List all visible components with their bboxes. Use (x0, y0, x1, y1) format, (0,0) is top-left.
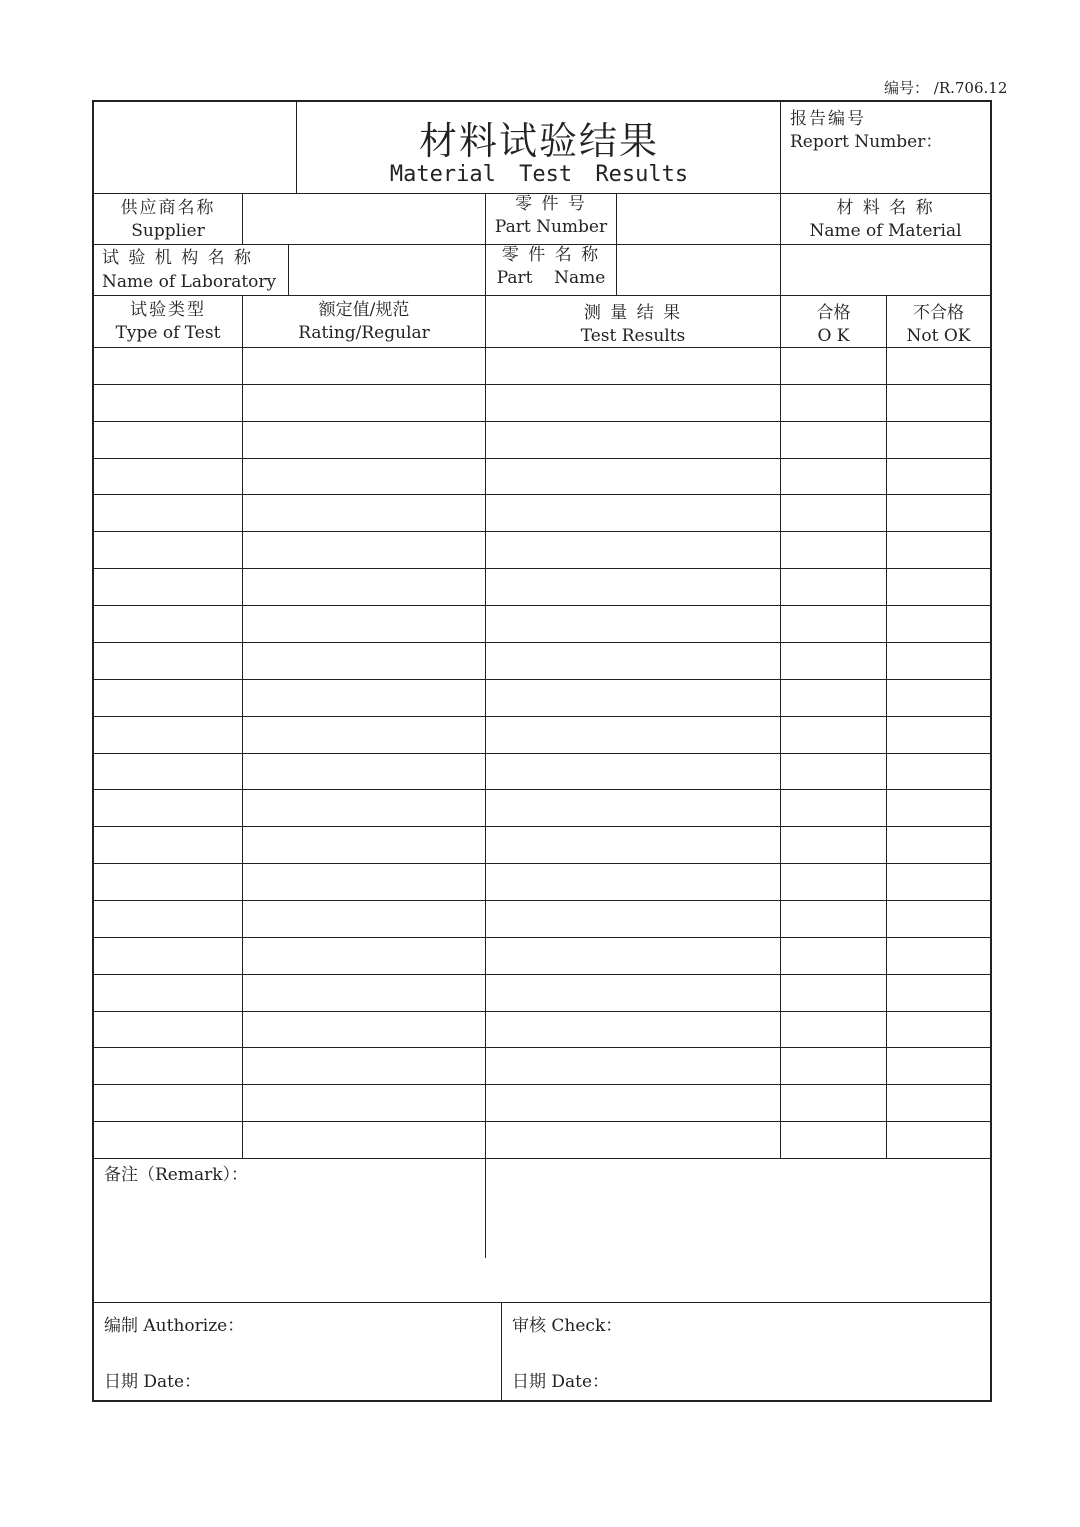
table-cell[interactable] (887, 975, 990, 1011)
laboratory-field[interactable] (289, 245, 485, 295)
table-cell[interactable] (781, 975, 886, 1011)
table-cell[interactable] (781, 459, 886, 495)
table-cell[interactable] (887, 901, 990, 937)
col-test-results-en: Test Results (580, 326, 686, 346)
row-divider (94, 494, 990, 495)
table-cell[interactable] (486, 532, 780, 568)
row-divider (94, 568, 990, 569)
table-cell[interactable] (94, 422, 242, 458)
table-cell[interactable] (243, 532, 485, 568)
table-cell[interactable] (243, 717, 485, 753)
table-cell[interactable] (243, 422, 485, 458)
col-rating-zh: 额定值/规范 (318, 300, 410, 320)
date-right-label: 日期 Date： (512, 1372, 610, 1392)
table-cell[interactable] (94, 680, 242, 716)
table-cell[interactable] (486, 790, 780, 826)
part-name-label-zh: 零 件 名 称 (501, 245, 601, 265)
row-divider (94, 605, 990, 606)
table-cell[interactable] (781, 569, 886, 605)
material-name-label-zh: 材 料 名 称 (836, 198, 935, 218)
part-number-label-en: Part Number (494, 217, 608, 237)
table-cell[interactable] (781, 532, 886, 568)
table-cell[interactable] (243, 1122, 485, 1158)
table-cell[interactable] (243, 938, 485, 974)
table-cell[interactable] (94, 532, 242, 568)
table-cell[interactable] (887, 717, 990, 753)
table-cell[interactable] (887, 569, 990, 605)
table-cell[interactable] (781, 385, 886, 421)
row-divider (94, 974, 990, 975)
table-cell[interactable] (887, 606, 990, 642)
table-cell[interactable] (781, 643, 886, 679)
table-cell[interactable] (94, 827, 242, 863)
table-cell[interactable] (781, 754, 886, 790)
table-cell[interactable] (94, 1085, 242, 1121)
table-cell[interactable] (486, 569, 780, 605)
table-cell[interactable] (94, 938, 242, 974)
table-cell[interactable] (94, 348, 242, 384)
date-left-label: 日期 Date： (104, 1372, 202, 1392)
row-divider (94, 421, 990, 422)
table-cell[interactable] (243, 385, 485, 421)
table-cell[interactable] (887, 459, 990, 495)
table-cell[interactable] (94, 864, 242, 900)
table-cell[interactable] (781, 864, 886, 900)
table-cell[interactable] (887, 790, 990, 826)
table-cell[interactable] (243, 754, 485, 790)
table-cell[interactable] (486, 864, 780, 900)
table-cell[interactable] (94, 495, 242, 531)
table-cell[interactable] (243, 606, 485, 642)
row-divider (94, 1084, 990, 1085)
row-divider (94, 531, 990, 532)
table-cell[interactable] (243, 790, 485, 826)
table-cell[interactable] (94, 643, 242, 679)
table-cell[interactable] (486, 422, 780, 458)
logo-area (94, 102, 297, 193)
material-name-field[interactable] (781, 245, 990, 295)
table-cell[interactable] (94, 569, 242, 605)
table-cell[interactable] (887, 938, 990, 974)
table-cell[interactable] (243, 1048, 485, 1084)
table-cell[interactable] (486, 827, 780, 863)
col-type-of-test-zh: 试验类型 (130, 300, 206, 320)
table-cell[interactable] (486, 938, 780, 974)
table-cell[interactable] (781, 1085, 886, 1121)
table-cell[interactable] (94, 717, 242, 753)
part-name-field[interactable] (617, 245, 780, 295)
table-cell[interactable] (887, 754, 990, 790)
supplier-label-en: Supplier (131, 221, 205, 241)
col-rating-en: Rating/Regular (298, 323, 430, 343)
table-cell[interactable] (94, 1122, 242, 1158)
table-cell[interactable] (486, 901, 780, 937)
row-divider (94, 458, 990, 459)
supplier-field[interactable] (243, 194, 485, 244)
row-divider (94, 937, 990, 938)
table-cell[interactable] (486, 754, 780, 790)
material-test-form (92, 100, 992, 1402)
table-cell[interactable] (887, 680, 990, 716)
table-cell[interactable] (486, 385, 780, 421)
table-cell[interactable] (887, 1122, 990, 1158)
table-cell[interactable] (94, 1048, 242, 1084)
table-cell[interactable] (243, 569, 485, 605)
row-divider (94, 679, 990, 680)
table-cell[interactable] (781, 790, 886, 826)
row-divider (94, 384, 990, 385)
table-cell[interactable] (781, 680, 886, 716)
table-cell[interactable] (781, 422, 886, 458)
table-cell[interactable] (243, 459, 485, 495)
table-cell[interactable] (243, 1085, 485, 1121)
table-cell[interactable] (781, 606, 886, 642)
table-cell[interactable] (781, 827, 886, 863)
row-divider (94, 863, 990, 864)
table-cell[interactable] (243, 827, 485, 863)
table-cell[interactable] (887, 385, 990, 421)
table-cell[interactable] (486, 717, 780, 753)
check-label: 审核 Check： (512, 1316, 623, 1336)
part-number-field[interactable] (617, 194, 780, 244)
row-divider (94, 826, 990, 827)
row-divider (94, 1047, 990, 1048)
table-cell[interactable] (94, 901, 242, 937)
laboratory-label-zh: 试 验 机 构 名 称 (102, 248, 254, 268)
table-cell[interactable] (887, 422, 990, 458)
table-cell[interactable] (887, 827, 990, 863)
table-cell[interactable] (781, 495, 886, 531)
form-title-en: Material Test Results (389, 162, 689, 187)
table-cell[interactable] (94, 790, 242, 826)
table-cell[interactable] (486, 1122, 780, 1158)
table-cell[interactable] (781, 348, 886, 384)
col-not-ok-en: Not OK (906, 326, 971, 346)
col-ok-en: O K (817, 326, 850, 346)
col-not-ok-zh: 不合格 (913, 303, 964, 323)
table-cell[interactable] (243, 901, 485, 937)
table-cell[interactable] (486, 643, 780, 679)
supplier-label-zh: 供应商名称 (120, 198, 216, 218)
table-cell[interactable] (243, 864, 485, 900)
table-cell[interactable] (94, 606, 242, 642)
table-cell[interactable] (243, 1012, 485, 1048)
form-title-zh: 材料试验结果 (418, 119, 659, 163)
row-divider (94, 642, 990, 643)
table-cell[interactable] (243, 348, 485, 384)
row-divider (94, 716, 990, 717)
table-cell[interactable] (486, 1085, 780, 1121)
table-cell[interactable] (781, 1048, 886, 1084)
table-cell[interactable] (887, 1085, 990, 1121)
table-cell[interactable] (486, 459, 780, 495)
part-name-label-en: Part Name (496, 268, 606, 288)
table-cell[interactable] (887, 864, 990, 900)
table-cell[interactable] (781, 901, 886, 937)
table-cell[interactable] (887, 643, 990, 679)
laboratory-label-en: Name of Laboratory (102, 272, 277, 292)
col-type-of-test-en: Type of Test (115, 323, 221, 343)
table-cell[interactable] (781, 717, 886, 753)
table-cell[interactable] (887, 532, 990, 568)
report-number-label-zh: 报告编号 (790, 109, 866, 129)
table-cell[interactable] (243, 680, 485, 716)
material-name-label-en: Name of Material (809, 221, 962, 241)
table-cell[interactable] (486, 975, 780, 1011)
table-cell[interactable] (94, 1012, 242, 1048)
table-cell[interactable] (781, 1012, 886, 1048)
row-divider (94, 900, 990, 901)
row-divider (94, 753, 990, 754)
part-number-label-zh: 零 件 号 (515, 194, 587, 214)
table-cell[interactable] (94, 385, 242, 421)
col-ok-zh: 合格 (816, 303, 851, 323)
report-number-field[interactable] (781, 154, 990, 193)
table-cell[interactable] (887, 1012, 990, 1048)
table-cell[interactable] (486, 348, 780, 384)
col-test-results-zh: 测 量 结 果 (583, 303, 683, 323)
row-divider (94, 1121, 990, 1122)
table-cell[interactable] (94, 754, 242, 790)
table-cell[interactable] (486, 1012, 780, 1048)
table-cell[interactable] (887, 1048, 990, 1084)
table-cell[interactable] (486, 606, 780, 642)
table-cell[interactable] (887, 348, 990, 384)
table-cell[interactable] (781, 1122, 886, 1158)
table-cell[interactable] (887, 495, 990, 531)
authorize-label: 编制 Authorize： (104, 1316, 245, 1336)
table-cell[interactable] (94, 459, 242, 495)
table-cell[interactable] (94, 975, 242, 1011)
table-cell[interactable] (243, 975, 485, 1011)
row-divider (94, 789, 990, 790)
remark-label: 备注（Remark）： (104, 1165, 249, 1185)
table-cell[interactable] (486, 495, 780, 531)
table-cell[interactable] (486, 680, 780, 716)
table-cell[interactable] (243, 643, 485, 679)
document-code: 编号： /R.706.12 (884, 79, 1008, 97)
remark-field[interactable] (94, 1192, 990, 1302)
table-cell[interactable] (781, 938, 886, 974)
table-cell[interactable] (486, 1048, 780, 1084)
row-divider (94, 1011, 990, 1012)
table-cell[interactable] (243, 495, 485, 531)
report-number-label-en: Report Number： (790, 132, 943, 152)
